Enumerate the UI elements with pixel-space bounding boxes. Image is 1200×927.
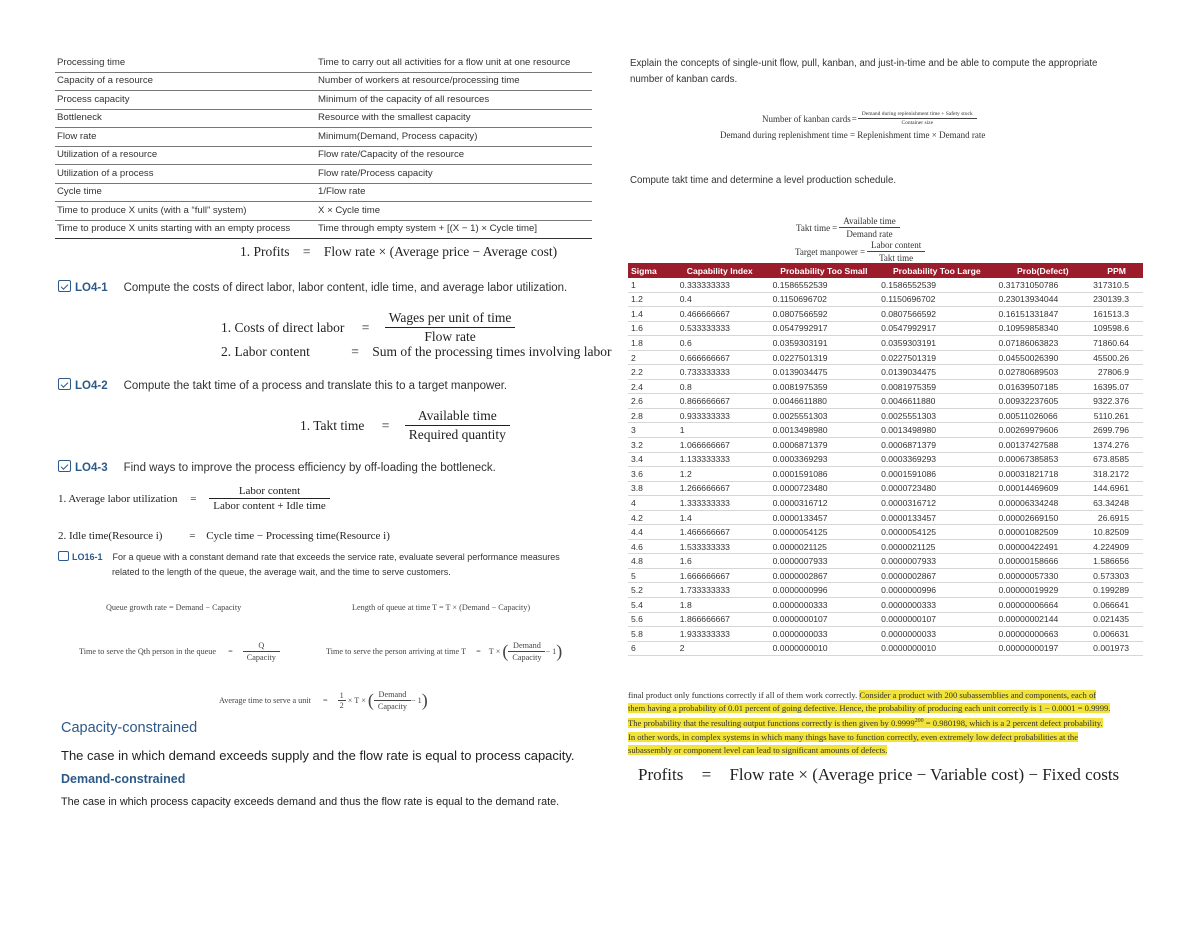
capacity-constrained-text: The case in which demand exceeds supply and the flow rate is equal to process capacity. (61, 748, 575, 763)
table-cell: 1.066666667 (670, 438, 770, 453)
table-cell: 2.6 (628, 394, 670, 409)
definition-term: Bottleneck (55, 109, 316, 128)
definition-row (55, 183, 592, 202)
column-header: Prob(Defect) (996, 263, 1091, 278)
table-cell: 0.0013498980 (878, 423, 995, 438)
table-cell: 0.00006334248 (996, 496, 1091, 511)
table-cell: 0.0006871379 (770, 438, 878, 453)
table-cell: 0.0227501319 (770, 350, 878, 365)
definition-formula: Resource with the smallest capacity (316, 109, 592, 128)
takt-fraction: $\frac{\text{Available time}}{\text{Required quantity}}$ (405, 408, 510, 443)
definition-term: Flow rate (55, 128, 316, 147)
table-cell: 673.8585 (1090, 452, 1143, 467)
table-cell: 0.02780689503 (996, 365, 1091, 380)
table-row (628, 467, 1143, 482)
table-cell: 10.82509 (1090, 525, 1143, 540)
table-cell: 4.224909 (1090, 539, 1143, 554)
table-cell: 1.866666667 (670, 612, 770, 627)
table-cell: 0.1586552539 (770, 278, 878, 292)
table-row (628, 408, 1143, 423)
definition-formula: Flow rate/Process capacity (316, 165, 592, 184)
table-cell: 1.4 (670, 510, 770, 525)
table-cell: 0.001973 (1090, 641, 1143, 656)
table-cell: 144.6961 (1090, 481, 1143, 496)
takt-section-intro: Compute takt time and determine a level production schedule. (630, 175, 897, 186)
table-cell: 0.666666667 (670, 350, 770, 365)
table-cell: 1.933333333 (670, 627, 770, 642)
table-cell: 0.0001591086 (878, 467, 995, 482)
definitions-table (55, 54, 592, 239)
table-row (628, 554, 1143, 569)
table-cell: 0.0547992917 (770, 321, 878, 336)
defect-probability-paragraph: final product only functions correctly if all of them work correctly. Consider a product with 200 subassemblies and components, each of them having a probability of 0.01 percent of going defective. Hence, the probability of producing each unit correctly is 1 − 0.0001 = 0.9999. The probability that the resulting output functions correctly is then given by $0.9999^{200} = 0.980198$, which is a 2 percent defect probability. In other words, in complex systems in which many things have to function correctly, even extremely low defect probabilities at the subassembly or component level can lead to significant amounts of defects. (628, 690, 1111, 756)
table-cell: 0.31731050786 (996, 278, 1091, 292)
definition-row (55, 54, 592, 72)
table-cell: 1374.276 (1090, 438, 1143, 453)
table-cell: 109598.6 (1090, 321, 1143, 336)
table-row (628, 627, 1143, 642)
table-cell: 1.8 (628, 336, 670, 351)
table-cell: 0.0000007933 (878, 554, 995, 569)
table-cell: 0.1586552539 (878, 278, 995, 292)
table-cell: 0.23013934044 (996, 292, 1091, 307)
table-cell: 0.0000007933 (770, 554, 878, 569)
table-cell: 0.00000000197 (996, 641, 1091, 656)
kanban-cards-equation: Number of kanban cards= $\frac{\text{Demand during replenishment time + Safety stock}}{\text{Container size}}$ (762, 111, 977, 126)
queue-length: Length of queue at time T = T × (Demand − Capacity) (352, 603, 531, 612)
table-row (628, 438, 1143, 453)
table-cell: 0.8 (670, 379, 770, 394)
table-cell: 1.586656 (1090, 554, 1143, 569)
definition-formula: Number of workers at resource/processing time (316, 72, 592, 91)
table-cell: 0.0000133457 (770, 510, 878, 525)
table-cell: 2699.796 (1090, 423, 1143, 438)
table-cell: 0.0003369293 (878, 452, 995, 467)
table-cell: 0.0003369293 (770, 452, 878, 467)
table-cell: 0.0025551303 (770, 408, 878, 423)
definition-term: Utilization of a process (55, 165, 316, 184)
definition-term: Cycle time (55, 183, 316, 202)
demand-constrained-title: Demand-constrained (61, 772, 186, 786)
table-row (628, 583, 1143, 598)
table-cell: 0.0081975359 (878, 379, 995, 394)
table-cell: 0.4 (670, 292, 770, 307)
table-row (628, 568, 1143, 583)
table-cell: 317310.5 (1090, 278, 1143, 292)
table-cell: 9322.376 (1090, 394, 1143, 409)
table-cell: 0.00001082509 (996, 525, 1091, 540)
profits-equation: 1. Profits = Flow rate × (Average price − Average cost) (240, 244, 558, 259)
average-serve-time-equation: Average time to serve a unit = $\frac{1}{2}$ × T × ( $\frac{\text{Demand}}{\text{Capacity}}$ − 1) (219, 690, 428, 711)
table-cell: 4.2 (628, 510, 670, 525)
table-cell: 3.6 (628, 467, 670, 482)
table-cell: 26.6915 (1090, 510, 1143, 525)
table-cell: 0.0000000033 (770, 627, 878, 642)
table-row (628, 481, 1143, 496)
takt-time-definition: Takt time = $\frac{\text{Available time}}{\text{Demand rate}}$ (796, 216, 900, 239)
table-cell: 0.0000054125 (770, 525, 878, 540)
table-row (628, 379, 1143, 394)
table-row (628, 612, 1143, 627)
table-cell: 0.0000316712 (878, 496, 995, 511)
table-cell: 3 (628, 423, 670, 438)
table-row (628, 336, 1143, 351)
definition-row (55, 72, 592, 91)
table-cell: 0.0000000010 (770, 641, 878, 656)
table-row (628, 307, 1143, 322)
table-row (628, 394, 1143, 409)
idle-time-equation: 2. Idle time(Resource i) = Cycle time − Processing time(Resource i) (58, 530, 390, 542)
table-cell: 0.0000316712 (770, 496, 878, 511)
lo4-3-objective: LO4-3 Find ways to improve the process efficiency by off-loading the bottleneck. (58, 460, 496, 474)
table-cell: 0.0006871379 (878, 438, 995, 453)
definition-term: Time to produce X units (with a “full” system) (55, 202, 316, 221)
table-cell: 0.0000000996 (878, 583, 995, 598)
table-cell: 0.00511026066 (996, 408, 1091, 423)
table-cell: 1.733333333 (670, 583, 770, 598)
definition-term: Capacity of a resource (55, 72, 316, 91)
table-row (628, 452, 1143, 467)
table-cell: 1.2 (628, 292, 670, 307)
table-cell: 0.573303 (1090, 568, 1143, 583)
capacity-constrained-title: Capacity-constrained (61, 720, 198, 736)
table-row (628, 496, 1143, 511)
table-cell: 4 (628, 496, 670, 511)
table-cell: 1.6 (670, 554, 770, 569)
table-row (628, 350, 1143, 365)
table-cell: 71860.64 (1090, 336, 1143, 351)
table-cell: 0.0000723480 (770, 481, 878, 496)
definition-term: Processing time (55, 54, 316, 72)
table-cell: 0.0000021125 (878, 539, 995, 554)
table-cell: 0.00000057330 (996, 568, 1091, 583)
table-cell: 0.0000000033 (878, 627, 995, 642)
queue-growth-rate: Queue growth rate = Demand − Capacity (106, 603, 242, 612)
serve-time-t-equation: Time to serve the person arriving at time T = T × ( $\frac{\text{Demand}}{\text{Capacity}}$ − 1) (326, 641, 563, 662)
table-cell: 0.00000006664 (996, 598, 1091, 613)
table-cell: 0.0000002867 (770, 568, 878, 583)
table-cell: 1.533333333 (670, 539, 770, 554)
table-cell: 0.0025551303 (878, 408, 995, 423)
table-cell: 0.1150696702 (878, 292, 995, 307)
table-cell: 0.0000054125 (878, 525, 995, 540)
table-cell: 0.01639507185 (996, 379, 1091, 394)
table-cell: 1.4 (628, 307, 670, 322)
table-row (628, 321, 1143, 336)
average-labor-utilization-equation: 1. Average labor utilization = $\frac{\text{Labor content}}{\text{Labor content + Idle time}}$ (58, 485, 330, 512)
table-cell: 161513.3 (1090, 307, 1143, 322)
definition-formula: Minimum of the capacity of all resources (316, 91, 592, 110)
definition-formula: Minimum(Demand, Process capacity) (316, 128, 592, 147)
table-cell: 0.00000158666 (996, 554, 1091, 569)
table-cell: 0.00000019929 (996, 583, 1091, 598)
checklist-icon (58, 280, 71, 292)
table-cell: 0.16151331847 (996, 307, 1091, 322)
table-cell: 0.0000021125 (770, 539, 878, 554)
table-cell: 1.133333333 (670, 452, 770, 467)
table-row (628, 423, 1143, 438)
definition-row (55, 91, 592, 110)
definition-term: Process capacity (55, 91, 316, 110)
utilization-fraction: $\frac{\text{Labor content}}{\text{Labor content + Idle time}}$ (209, 485, 330, 512)
definition-formula: Flow rate/Capacity of the resource (316, 146, 592, 165)
table-cell: 2.8 (628, 408, 670, 423)
table-cell: 0.0000000996 (770, 583, 878, 598)
table-cell: 0.0139034475 (878, 365, 995, 380)
table-cell: 4.6 (628, 539, 670, 554)
table-cell: 4.4 (628, 525, 670, 540)
column-header: Probability Too Large (878, 263, 995, 278)
checklist-icon (58, 551, 69, 561)
table-cell: 1.266666667 (670, 481, 770, 496)
definition-term: Time to produce X units starting with an empty process (55, 220, 316, 239)
definition-formula: 1/Flow rate (316, 183, 592, 202)
table-cell: 1.333333333 (670, 496, 770, 511)
checklist-icon (58, 378, 71, 390)
table-cell: 318.2172 (1090, 467, 1143, 482)
table-cell: 0.00000002144 (996, 612, 1091, 627)
serve-qth-person-equation: Time to serve the Qth person in the queue = $\frac{Q}{\text{Capacity}}$ (79, 641, 280, 662)
table-cell: 1.2 (670, 467, 770, 482)
table-cell: 0.00000422491 (996, 539, 1091, 554)
demand-replenishment-equation: Demand during replenishment time = Replenishment time × Demand rate (720, 130, 986, 140)
definition-row (55, 146, 592, 165)
table-cell: 0.021435 (1090, 612, 1143, 627)
table-cell: 2.4 (628, 379, 670, 394)
table-cell: 0.00932237605 (996, 394, 1091, 409)
labor-content-equation: 2. Labor content = Sum of the processing times involving labor (221, 344, 612, 359)
table-cell: 5.8 (628, 627, 670, 642)
column-header: Capability Index (670, 263, 770, 278)
table-cell: 4.8 (628, 554, 670, 569)
definition-row (55, 202, 592, 221)
table-cell: 0.933333333 (670, 408, 770, 423)
table-cell: 0.0046611880 (770, 394, 878, 409)
column-header: PPM (1090, 263, 1143, 278)
table-cell: 0.466666667 (670, 307, 770, 322)
table-row (628, 539, 1143, 554)
definition-row (55, 220, 592, 239)
table-cell: 0.866666667 (670, 394, 770, 409)
table-cell: 0.07186063823 (996, 336, 1091, 351)
table-cell: 2.2 (628, 365, 670, 380)
table-cell: 230139.3 (1090, 292, 1143, 307)
definition-term: Utilization of a resource (55, 146, 316, 165)
table-row (628, 641, 1143, 656)
table-cell: 0.0000000010 (878, 641, 995, 656)
table-cell: 0.733333333 (670, 365, 770, 380)
table-cell: 0.0359303191 (770, 336, 878, 351)
table-cell: 0.0046611880 (878, 394, 995, 409)
definition-formula: Time to carry out all activities for a flow unit at one resource (316, 54, 592, 72)
table-cell: 2 (628, 350, 670, 365)
sigma-probability-table (628, 263, 1143, 656)
table-cell: 0.0000000107 (878, 612, 995, 627)
table-cell: 45500.26 (1090, 350, 1143, 365)
definition-row (55, 128, 592, 147)
definition-formula: X × Cycle time (316, 202, 592, 221)
table-row (628, 278, 1143, 292)
table-cell: 0.0807566592 (878, 307, 995, 322)
table-cell: 5.2 (628, 583, 670, 598)
table-cell: 0.0807566592 (770, 307, 878, 322)
table-cell: 0.00067385853 (996, 452, 1091, 467)
table-cell: 27806.9 (1090, 365, 1143, 380)
demand-constrained-text: The case in which process capacity exceeds demand and thus the flow rate is equal to the demand rate. (61, 796, 560, 808)
table-cell: 0.6 (670, 336, 770, 351)
table-cell: 0.00269979606 (996, 423, 1091, 438)
table-cell: 0.0227501319 (878, 350, 995, 365)
table-cell: 63.34248 (1090, 496, 1143, 511)
costs-direct-labor-equation: 1. Costs of direct labor = $\frac{\text{Wages per unit of time}}{\text{Flow rate}}$ (221, 310, 515, 345)
takt-time-equation: 1. Takt time = $\frac{\text{Available time}}{\text{Required quantity}}$ (300, 408, 510, 443)
table-cell: 5110.261 (1090, 408, 1143, 423)
table-row (628, 510, 1143, 525)
table-cell: 0.006631 (1090, 627, 1143, 642)
table-cell: 0.1150696702 (770, 292, 878, 307)
checklist-icon (58, 460, 71, 472)
table-cell: 0.199289 (1090, 583, 1143, 598)
table-cell: 0.333333333 (670, 278, 770, 292)
table-cell: 3.8 (628, 481, 670, 496)
column-header: Probability Too Small (770, 263, 878, 278)
table-cell: 0.0359303191 (878, 336, 995, 351)
lo16-1-objective: LO16-1 For a queue with a constant demand rate that exceeds the service rate, evaluate several performance measures related to the length of the queue, the average wait, and the time to serve customers. (58, 550, 560, 580)
table-cell: 0.0001591086 (770, 467, 878, 482)
table-cell: 0.533333333 (670, 321, 770, 336)
table-cell: 0.0081975359 (770, 379, 878, 394)
kanban-intro: Explain the concepts of single-unit flow, pull, kanban, and just-in-time and be able to compute the appropriate number of kanban cards. (630, 58, 1098, 85)
table-cell: 0.0000000107 (770, 612, 878, 627)
lo4-2-objective: LO4-2 Compute the takt time of a process and translate this to a target manpower. (58, 378, 507, 392)
table-cell: 5.6 (628, 612, 670, 627)
table-cell: 5.4 (628, 598, 670, 613)
table-cell: 0.066641 (1090, 598, 1143, 613)
costs-fraction: $\frac{\text{Wages per unit of time}}{\text{Flow rate}}$ (385, 310, 516, 345)
table-cell: 3.4 (628, 452, 670, 467)
definition-row (55, 165, 592, 184)
lo4-1-objective: LO4-1 Compute the costs of direct labor, labor content, idle time, and average labor utilization. (58, 280, 567, 294)
table-row (628, 365, 1143, 380)
table-row (628, 525, 1143, 540)
table-cell: 0.00014469609 (996, 481, 1091, 496)
table-cell: 0.0000723480 (878, 481, 995, 496)
table-cell: 1.6 (628, 321, 670, 336)
table-cell: 0.04550026390 (996, 350, 1091, 365)
profits-fixed-costs-equation: Profits = Flow rate × (Average price − Variable cost) − Fixed costs (638, 765, 1120, 784)
table-cell: 6 (628, 641, 670, 656)
table-cell: 3.2 (628, 438, 670, 453)
column-header: Sigma (628, 263, 670, 278)
table-row (628, 292, 1143, 307)
table-cell: 5 (628, 568, 670, 583)
definition-row (55, 109, 592, 128)
table-cell: 0.0000000333 (878, 598, 995, 613)
table-cell: 0.00002669150 (996, 510, 1091, 525)
table-cell: 0.0000133457 (878, 510, 995, 525)
table-cell: 1.666666667 (670, 568, 770, 583)
table-cell: 0.0000000333 (770, 598, 878, 613)
table-cell: 0.0000002867 (878, 568, 995, 583)
table-cell: 0.00000000663 (996, 627, 1091, 642)
table-cell: 1.8 (670, 598, 770, 613)
table-row (628, 598, 1143, 613)
target-manpower-definition: Target manpower = $\frac{\text{Labor content}}{\text{Takt time}}$ (795, 240, 925, 263)
table-cell: 0.0013498980 (770, 423, 878, 438)
table-cell: 16395.07 (1090, 379, 1143, 394)
table-cell: 0.0547992917 (878, 321, 995, 336)
table-cell: 2 (670, 641, 770, 656)
table-cell: 1 (670, 423, 770, 438)
table-cell: 0.0139034475 (770, 365, 878, 380)
table-cell: 0.10959858340 (996, 321, 1091, 336)
table-cell: 1 (628, 278, 670, 292)
table-cell: 0.00031821718 (996, 467, 1091, 482)
table-cell: 1.466666667 (670, 525, 770, 540)
table-cell: 0.00137427588 (996, 438, 1091, 453)
definition-formula: Time through empty system + [(X − 1) × Cycle time] (316, 220, 592, 239)
